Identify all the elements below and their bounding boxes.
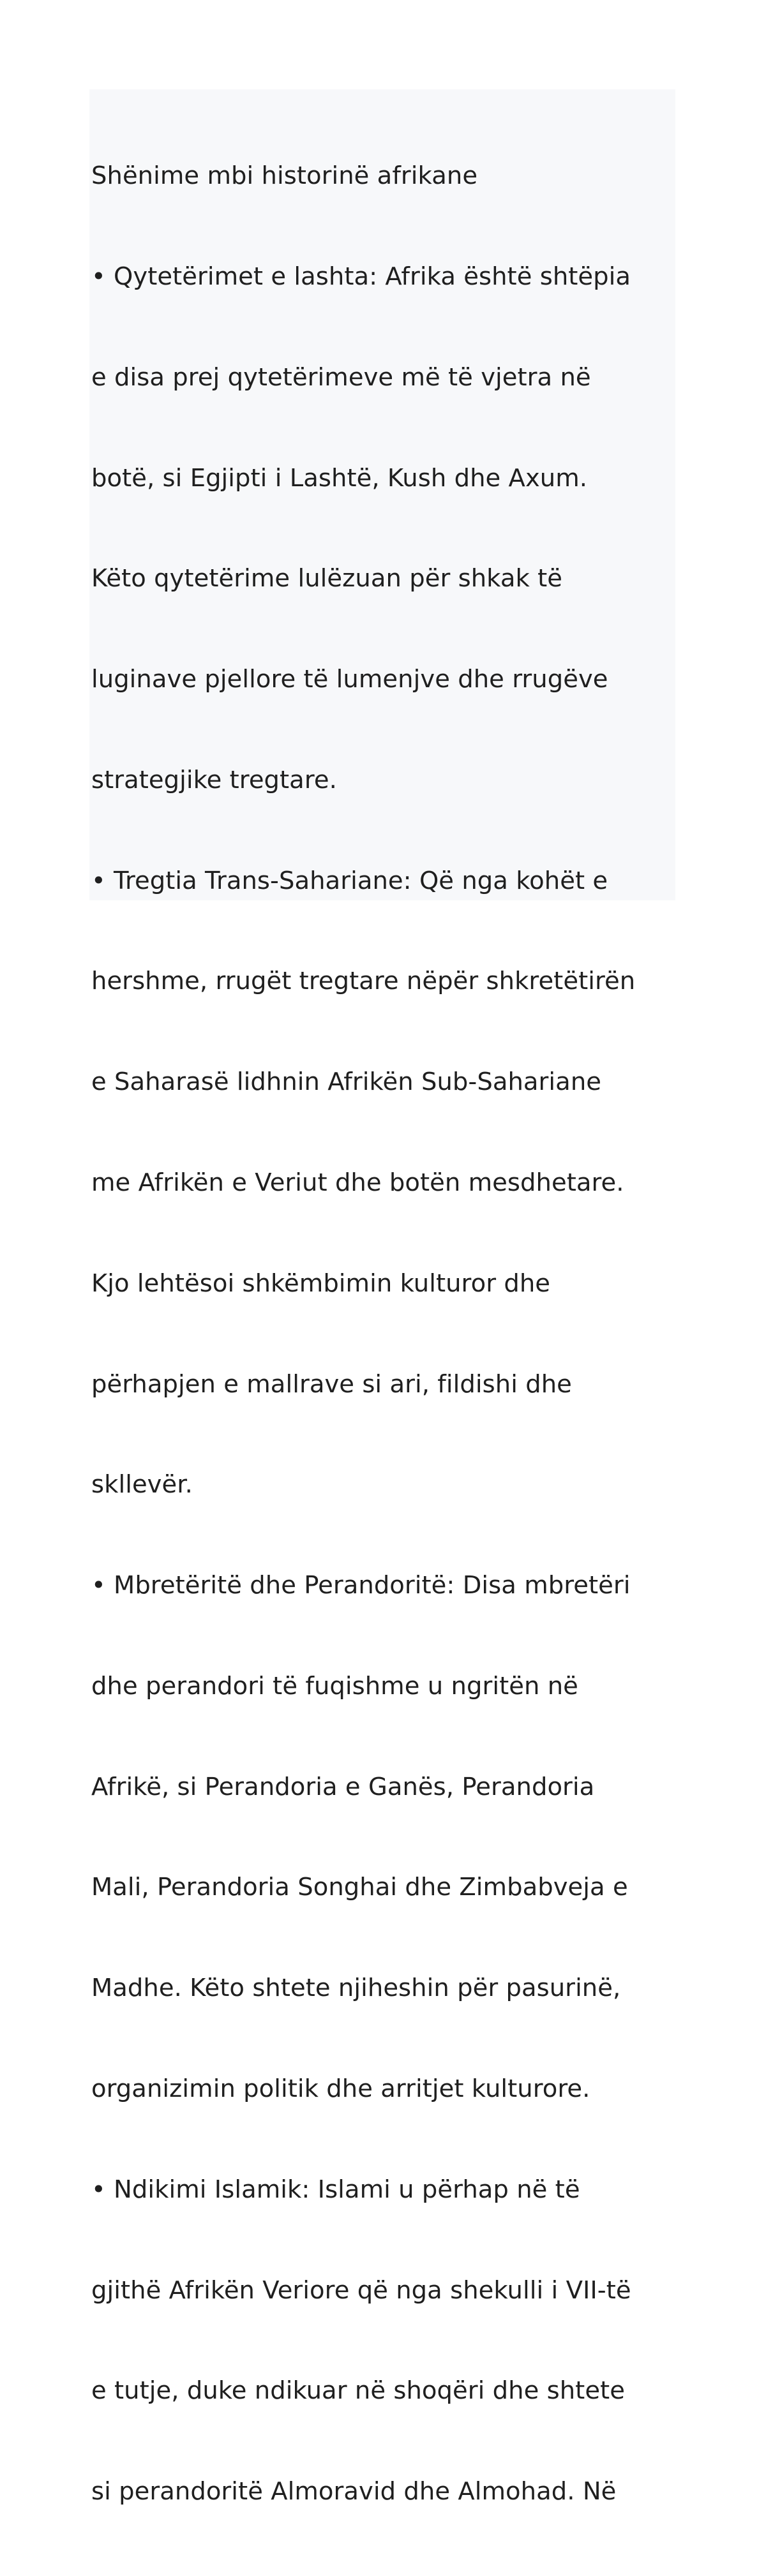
text-line: e Saharasë lidhnin Afrikën Sub-Sahariane — [91, 1068, 602, 1097]
text-line: luginave pjellore të lumenjve dhe rrugëve — [91, 665, 608, 694]
text-line: • Qytetërimet e lashta: Afrika është shtëpia — [91, 262, 631, 291]
text-line: hershme, rrugët tregtare nëpër shkretëtirën — [91, 967, 636, 996]
document-title: Shënime mbi historinë afrikane — [91, 161, 478, 191]
text-line: • Mbretëritë dhe Perandoritë: Disa mbretëri — [91, 1571, 631, 1600]
text-line: organizimin politik dhe arritjet kulturore. — [91, 2074, 590, 2104]
text-line: strategjike tregtare. — [91, 765, 337, 794]
text-line: e disa prej qytetërimeve më të vjetra në — [91, 362, 591, 392]
text-line: • Tregtia Trans-Sahariane: Që nga kohët e — [91, 866, 608, 895]
text-line: me Afrikën e Veriut dhe botën mesdhetare. — [91, 1168, 624, 1197]
text-line: si perandoritë Almoravid dhe Almohad. Në — [91, 2477, 617, 2506]
text-line: Afrikë, si Perandoria e Ganës, Perandoria — [91, 1772, 595, 1801]
text-line: dhe perandori të fuqishme u ngritën në — [91, 1671, 578, 1701]
text-line: Mali, Perandoria Songhai dhe Zimbabveja e — [91, 1873, 628, 1902]
notes-content — [91, 93, 675, 2576]
text-line: botë, si Egjipti i Lashtë, Kush dhe Axum. — [91, 463, 588, 493]
text-line: gjithë Afrikën Veriore që nga shekulli i VII-të — [91, 2275, 631, 2305]
notes-text-block — [89, 89, 675, 2506]
text-line: • Ndikimi Islamik: Islami u përhap në të — [91, 2175, 580, 2204]
text-line: Madhe. Këto shtete njiheshin për pasurinë, — [91, 1974, 621, 2003]
text-line: përhapjen e mallrave si ari, fildishi dhe — [91, 1369, 572, 1399]
text-line: Kjo lehtësoi shkëmbimin kulturor dhe — [91, 1269, 551, 1298]
text-line: Këto qytetërime lulëzuan për shkak të — [91, 564, 562, 593]
text-line: e tutje, duke ndikuar në shoqëri dhe shtete — [91, 2376, 625, 2406]
text-line: skllevër. — [91, 1470, 193, 1500]
